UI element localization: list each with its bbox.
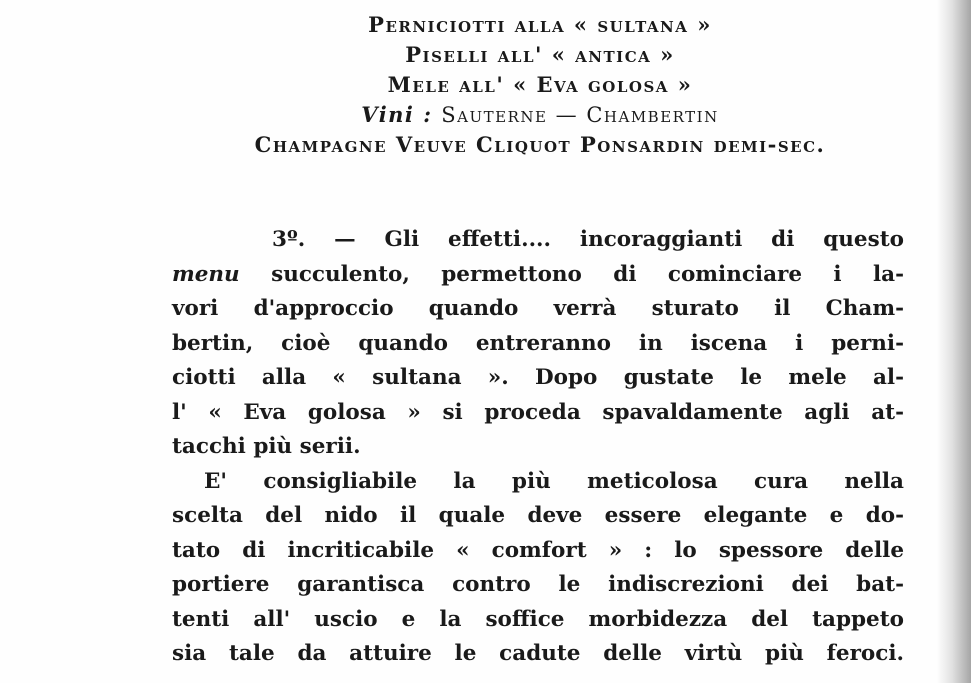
text-line: tato di incriticabile « comfort » : lo spessore delle bbox=[172, 537, 904, 563]
text-line: tacchi più serii. bbox=[172, 434, 361, 459]
menu-item: Perniciotti alla « sultana » bbox=[368, 12, 712, 37]
text-line: 3º. — Gli effetti.... incoraggianti di questo bbox=[272, 227, 904, 252]
text-line: portiere garantisca contro le indiscrezioni dei bat- bbox=[172, 572, 904, 597]
page-edge-shadow bbox=[937, 0, 971, 683]
body-text bbox=[172, 223, 904, 672]
text-line: E' consigliabile la più meticolosa cura nella bbox=[204, 468, 904, 494]
text-line-rest: succulento, permettono di cominciare i la- bbox=[271, 261, 904, 287]
text-line bbox=[172, 258, 904, 293]
text-line: sia tale da attuire le cadute delle virtù più feroci. bbox=[172, 641, 904, 666]
text-line: tenti all' uscio e la soffice morbidezza del tappeto bbox=[172, 606, 904, 632]
italic-word: menu bbox=[172, 261, 240, 287]
text-line: vori d'approccio quando verrà sturato il Cham- bbox=[172, 296, 904, 321]
text-line: l' « Eva golosa » si proceda spavaldamente agli at- bbox=[172, 399, 904, 425]
champagne-line: Champagne Veuve Cliquot Ponsardin demi-sec. bbox=[254, 132, 826, 157]
wines-label: Vini : bbox=[361, 102, 433, 127]
text-line: scelta del nido il quale deve essere elegante e do- bbox=[172, 503, 904, 528]
menu-item: Mele all' « Eva golosa » bbox=[387, 72, 693, 97]
menu-block bbox=[160, 10, 920, 160]
text-line: ciotti alla « sultana ». Dopo gustate le mele al- bbox=[172, 365, 904, 390]
wines-line bbox=[160, 100, 920, 130]
wines-names: Sauterne — Chambertin bbox=[441, 103, 719, 127]
text-line: bertin, cioè quando entreranno in iscena i perni- bbox=[172, 330, 904, 356]
menu-item: Piselli all' « antica » bbox=[405, 42, 675, 67]
